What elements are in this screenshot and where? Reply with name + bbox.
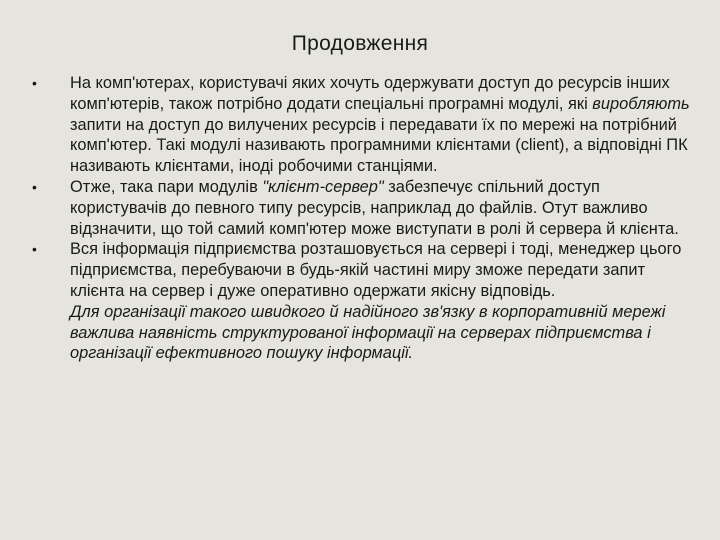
bullet-text: забезпечує спільний доступ користувачів до певного типу ресурсів, наприклад до файлів. Отут важливо відзначити, що той самий комп'ютер може виступати в ролі й сервера й клієнта. [70, 177, 679, 238]
bullet-emphasis: виробляють [592, 94, 690, 113]
bullet-list [28, 73, 696, 302]
bullet-item [28, 239, 696, 301]
bullet-dot-icon: • [32, 75, 37, 91]
slide-title: Продовження [291, 32, 429, 55]
bullet-text: На комп'ютерах, користувачі яких хочуть одержувати доступ до ресурсів інших комп'ютерів, також потрібно додати спеціальні програмні модулі, які [70, 74, 670, 113]
bullet-dot-icon: • [32, 241, 37, 258]
bullet-emphasis: "клієнт-сервер" [262, 177, 384, 196]
bullet-text: Отже, така пари модулів [70, 177, 263, 196]
bullet-text: запити на доступ до вилучених ресурсів і передавати їх по мережі на потрібний комп'ютер. Такі модулі називають програмними клієнтами (client), а відповідні ПК називають клієнтами, іноді робочими станціями. [70, 115, 688, 176]
closing-paragraph: Для організації такого швидкого й надійного зв'язку в корпоративній мережі важлива наявність структурованої інформації на серверах підприємства і організації ефективного пошуку інформації. [70, 302, 666, 363]
bullet-item [28, 177, 696, 239]
slide-content [28, 73, 696, 364]
bullet-text: Вся інформація підприємства розташовується на сервері і тоді, менеджер цього підприємства, перебуваючи в будь-якій частині миру зможе передати запит клієнта на сервер і дуже оперативно одержати якісну відповідь. [70, 240, 682, 300]
bullet-item [28, 73, 696, 177]
bullet-dot-icon: • [32, 178, 37, 195]
